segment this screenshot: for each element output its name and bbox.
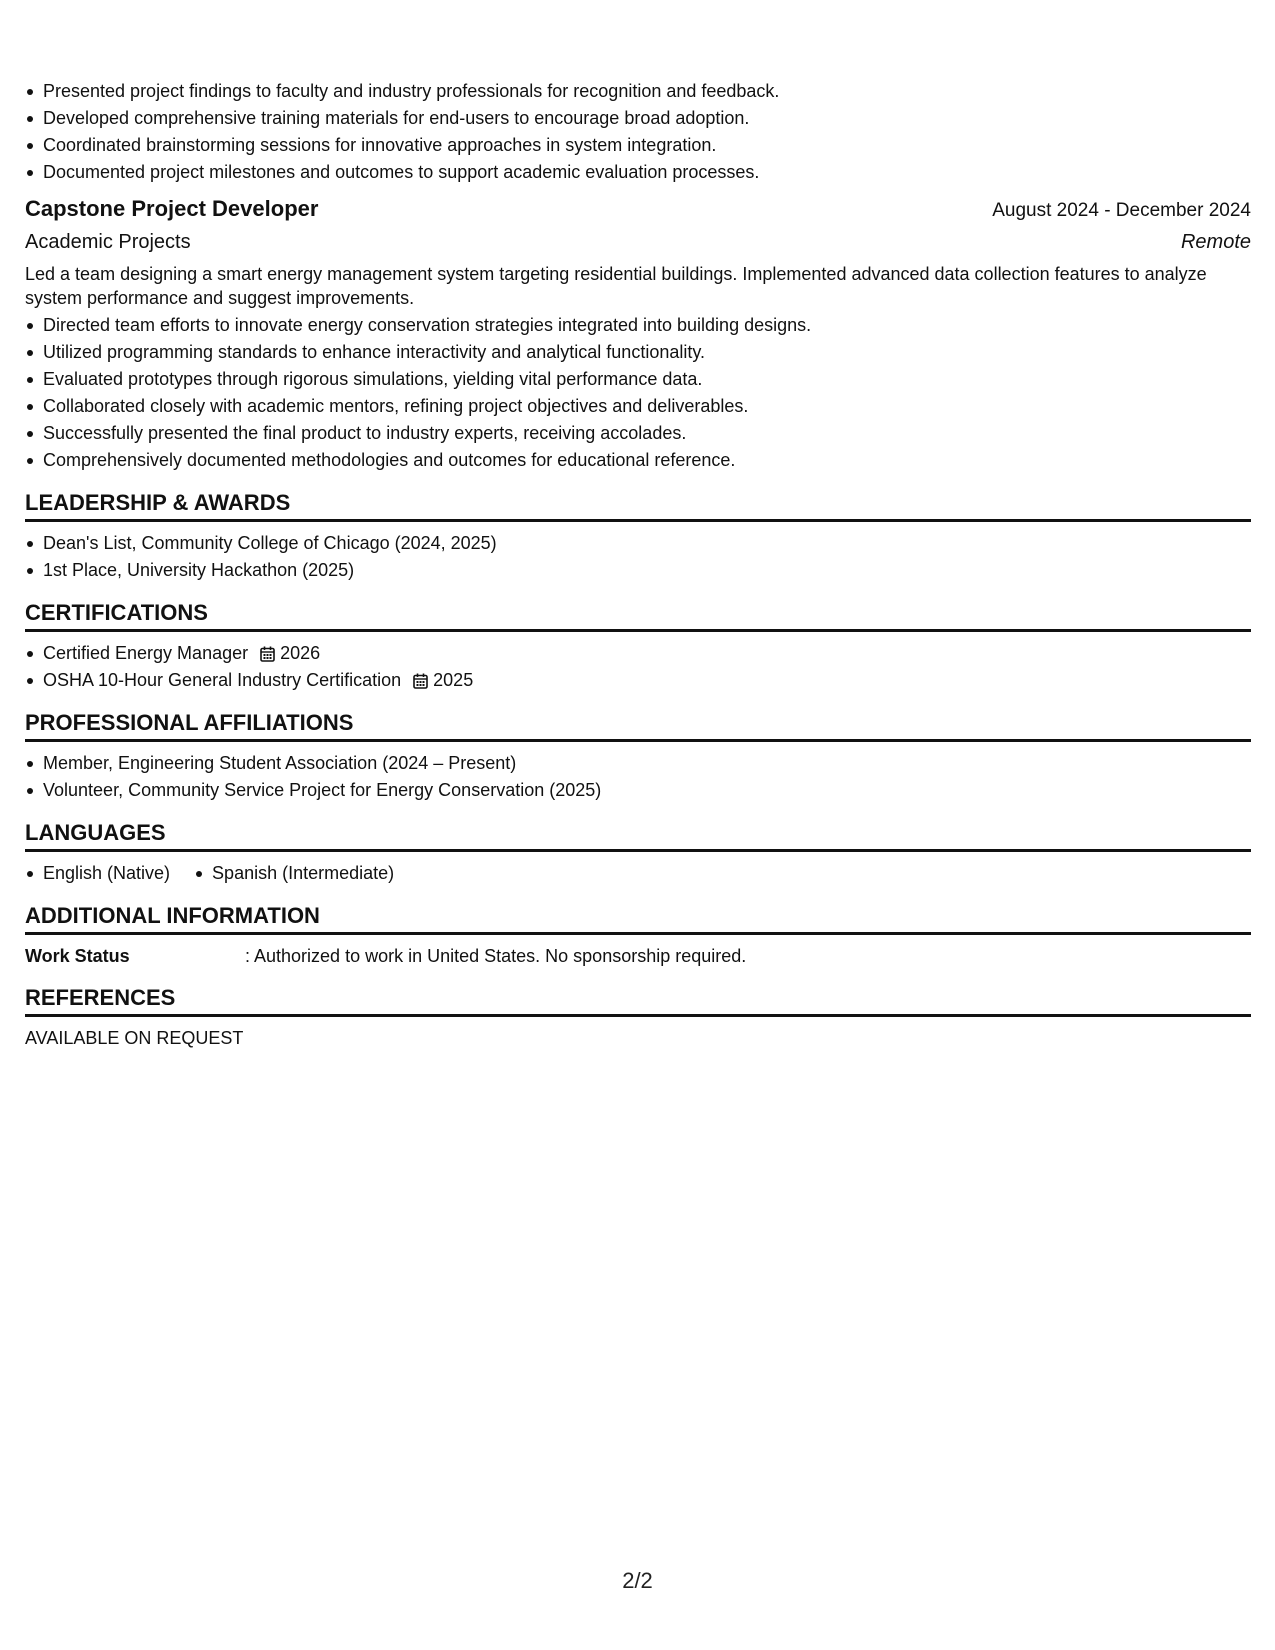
- certification-name: Certified Energy Manager: [43, 643, 249, 663]
- list-item: Presented project findings to faculty and industry professionals for recognition and feedback.: [25, 78, 1251, 105]
- work-status-label: Work Status: [25, 946, 130, 966]
- work-status-row: [25, 943, 1251, 969]
- list-item: Member, Engineering Student Association (2024 – Present): [25, 750, 1251, 777]
- certification-year: 2026: [280, 643, 321, 663]
- section-heading-leadership: LEADERSHIP & AWARDS: [25, 490, 1251, 522]
- list-item: Comprehensively documented methodologies and outcomes for educational reference.: [25, 447, 1251, 474]
- location: Remote: [1180, 231, 1251, 253]
- calendar-icon: [413, 673, 428, 689]
- list-item: [25, 667, 1251, 694]
- list-item: Evaluated prototypes through rigorous simulations, yielding vital performance data.: [25, 366, 1251, 393]
- job-summary: Led a team designing a smart energy management system targeting residential buildings. Implemented advanced data collection features to analyze system performance and suggest improvements.: [25, 264, 1207, 308]
- list-item: Directed team efforts to innovate energy conservation strategies integrated into building designs.: [25, 312, 1251, 339]
- calendar-icon: [260, 646, 275, 662]
- references-text: AVAILABLE ON REQUEST: [25, 1028, 244, 1048]
- section-heading-affiliations: PROFESSIONAL AFFILIATIONS: [25, 710, 1251, 742]
- list-item: English (Native): [25, 860, 170, 887]
- languages-list: [25, 860, 1251, 887]
- capstone-entry: [25, 186, 1251, 474]
- list-item: Dean's List, Community College of Chicago (2024, 2025): [25, 530, 1251, 557]
- list-item: Collaborated closely with academic mentors, refining project objectives and deliverables.: [25, 393, 1251, 420]
- list-item: Coordinated brainstorming sessions for innovative approaches in system integration.: [25, 132, 1251, 159]
- capstone-bullets: [25, 312, 1251, 474]
- list-item: [25, 640, 1251, 667]
- section-heading-certifications: CERTIFICATIONS: [25, 600, 1251, 632]
- list-item: 1st Place, University Hackathon (2025): [25, 557, 1251, 584]
- entry-header: [25, 186, 1251, 226]
- list-item: Documented project milestones and outcomes to support academic evaluation processes.: [25, 159, 1251, 186]
- organization: Academic Projects: [25, 231, 191, 253]
- entry-subheader: [25, 226, 1251, 258]
- job-title: Capstone Project Developer: [25, 196, 319, 221]
- section-heading-languages: LANGUAGES: [25, 820, 1251, 852]
- previous-role-bullets: [25, 78, 1251, 186]
- list-item: Utilized programming standards to enhance interactivity and analytical functionality.: [25, 339, 1251, 366]
- job-dates: August 2024 - December 2024: [992, 200, 1251, 221]
- certifications-list: [25, 640, 1251, 694]
- affiliations-list: [25, 750, 1251, 804]
- work-status-value: : Authorized to work in United States. No sponsorship required.: [245, 946, 747, 966]
- section-heading-additional-info: ADDITIONAL INFORMATION: [25, 903, 1251, 935]
- resume-page-2: [25, 78, 1251, 1051]
- leadership-list: [25, 530, 1251, 584]
- page-number: 2/2: [622, 1568, 653, 1593]
- list-item: Successfully presented the final product to industry experts, receiving accolades.: [25, 420, 1251, 447]
- list-item: Spanish (Intermediate): [194, 860, 394, 887]
- section-heading-references: REFERENCES: [25, 985, 1251, 1017]
- certification-name: OSHA 10-Hour General Industry Certification: [43, 670, 402, 690]
- certification-year: 2025: [433, 670, 474, 690]
- list-item: Developed comprehensive training materials for end-users to encourage broad adoption.: [25, 105, 1251, 132]
- list-item: Volunteer, Community Service Project for Energy Conservation (2025): [25, 777, 1251, 804]
